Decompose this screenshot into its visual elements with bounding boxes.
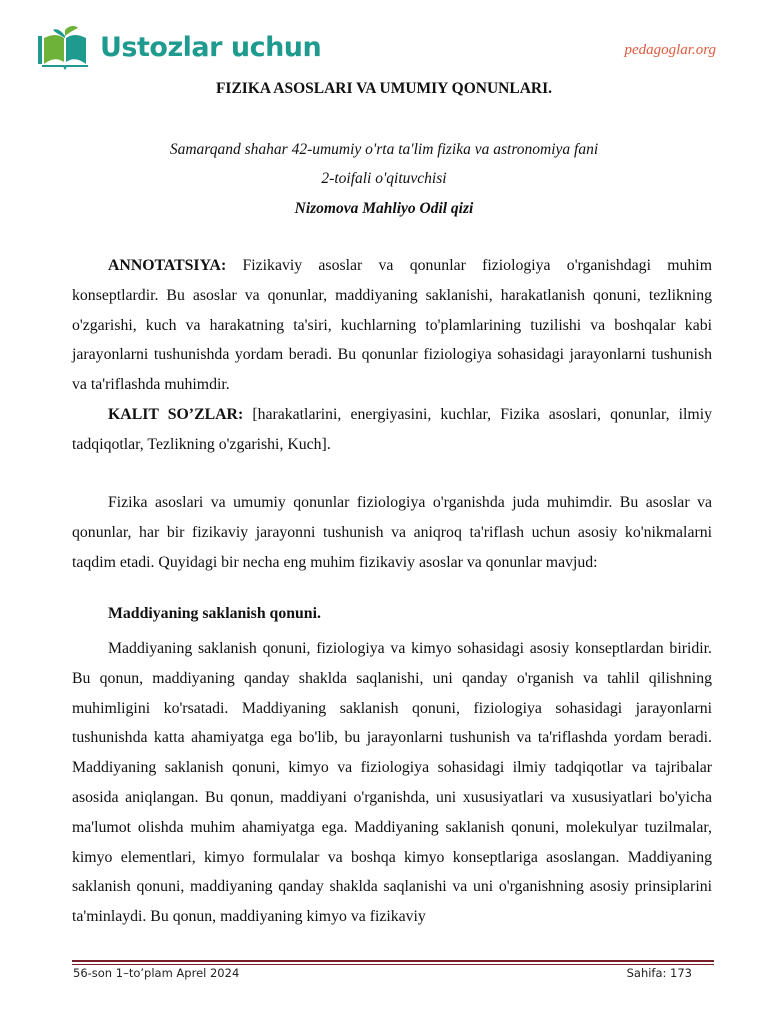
article-title: FIZIKA ASOSLARI VA UMUMIY QONUNLARI. — [215, 80, 553, 97]
section-text: Maddiyaning saklanish qonuni, fiziologiya va kimyo sohasidagi asosiy konseptlardan biridir. Bu qonun, maddiyaning qanday shaklda saqlanishi, uni qanday o'rganish va tahlil qilishning muhimligini ko'rsatadi. Maddiyaning saklanish qonuni, fiziologiya sohasidagi jarayonlarni tushunishda katta ahamiyatga ega bo'lib, bu jarayonlarni tushunish va ta'riflashda yordam beradi. Maddiyaning saklanish qonuni, kimyo va fiziologiya sohasidagi ilmiy tadqiqotlar va tajribalar asosida aniqlangan. Bu qonun, maddiyani o'rganishda, uni xususiyatlari va xususiyatlari bo'yicha ma'lumot olishda muhim ahamiyatga ega. Maddiyaning saklanish qonuni, molekulyar tuzilmalar, kimyo elementlari, kimyo formulalar va boshqa kimyo konseptlariga asoslangan. Maddiyaning saklanish qonuni, maddiyaning qanday shaklda saqlanishi va uni o'rganishning asosiy prinsiplarini ta'minlaydi. Bu qonun, maddiyaning kimyo va fizikaviy — [72, 640, 712, 926]
section-heading: Maddiyaning saklanish qonuni. — [108, 605, 321, 622]
keywords-label: KALIT SO’ZLAR: — [108, 406, 244, 423]
keywords-paragraph — [72, 400, 712, 460]
page-number: Sahifa: 173 — [626, 966, 692, 980]
intro-text: Fizika asoslari va umumiy qonunlar fiziologiya o'rganishda juda muhimdir. Bu asoslar va qonunlar, har bir fizikaviy jarayonni tushunish va aniqroq ta'riflash uchun asosiy ko'nikmalarni taqdim etadi. Quyidagi bir necha eng muhim fizikaviy asoslar va qonunlar mavjud: — [72, 494, 712, 571]
intro-paragraph — [72, 488, 712, 577]
author-position: 2-toifali o'qituvchisi — [321, 170, 447, 187]
abstract-label: ANNOTATSIYA: — [108, 257, 227, 274]
keywords-text: [harakatlarini, energiyasini, kuchlar, Fizika asoslari, qonunlar, ilmiy tadqiqotlar, Tezlikning o'zgarishi, Kuch]. — [72, 406, 713, 453]
author-affiliation: Samarqand shahar 42-umumiy o'rta ta'lim fizika va astronomiya fani — [169, 141, 599, 158]
abstract-text: Fizikaviy asoslar va qonunlar fiziologiya o'rganishdagi muhim konseptlardir. Bu asoslar va qonunlar, maddiyaning saklanishi, harakatlanish qonuni, tezlikning o'zgarishi, kuch va harakatning ta'siri, kuchlarning to'plamlarining tuzilishi va boshqalar kabi jarayonlarni tushunishda yordam beradi. Bu qonunlar fiziologiya sohasidagi jarayonlarni tushunish va ta'riflashda muhimdir. — [72, 257, 712, 394]
abstract-paragraph — [72, 251, 712, 400]
site-link[interactable]: pedagoglar.org — [624, 42, 716, 58]
site-logo[interactable] — [36, 24, 321, 70]
book-leaf-icon — [36, 24, 94, 70]
issue-info: 56-son 1–to’plam Aprel 2024 — [73, 966, 240, 980]
page-header — [36, 24, 732, 74]
logo-text: Ustozlar uchun — [100, 31, 322, 63]
section-paragraph — [72, 634, 712, 932]
author-name: Nizomova Mahliyo Odil qizi — [294, 200, 474, 217]
